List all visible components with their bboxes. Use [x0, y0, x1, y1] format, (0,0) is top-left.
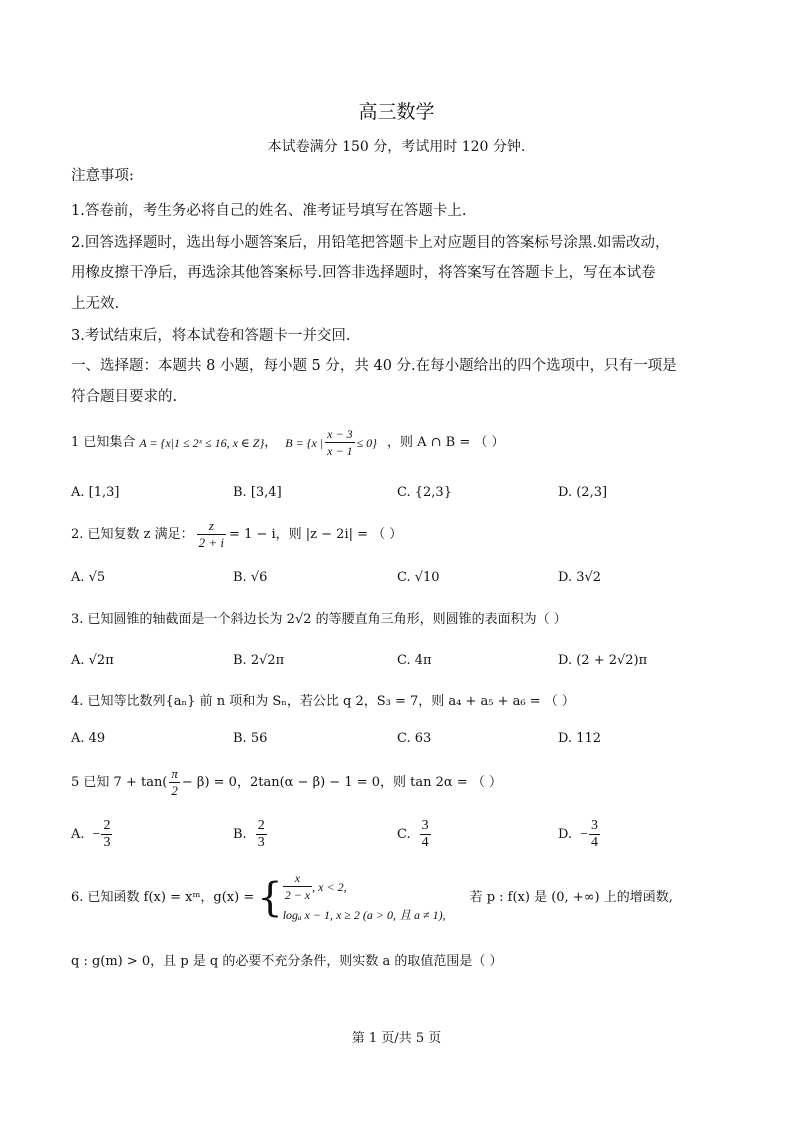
- page-footer: 第 1 页/共 5 页: [351, 1031, 442, 1046]
- question-1: [71, 426, 505, 459]
- q2-fraction-numerator: z: [197, 518, 226, 535]
- q5-fraction: [169, 766, 180, 799]
- q5-option-a-sign: −: [92, 826, 101, 842]
- q5-option-b-numerator: 2: [257, 818, 265, 833]
- q6-tail: 若 p : f(x) 是 (0, +∞) 上的增函数,: [469, 889, 673, 905]
- question-2: [71, 518, 402, 551]
- question-5: [71, 766, 502, 799]
- q2-fraction: [197, 518, 226, 551]
- question-3: 3. 已知圆锥的轴截面是一个斜边长为 2√2 的等腰直角三角形，则圆锥的表面积为（ ）: [71, 612, 567, 627]
- q6-case-2: logₐ x − 1, x ≥ 2 (a > 0, 且 a ≠ 1),: [282, 908, 446, 922]
- q5-prefix: 5 已知 7 + tan(: [71, 774, 168, 790]
- question-6-line-2: q : g(m) > 0，且 p 是 q 的必要不充分条件，则实数 a 的取值范围是（ ）: [71, 954, 503, 969]
- q5-option-b-fraction: [256, 818, 267, 851]
- q2-prefix: 2. 已知复数 z 满足：: [71, 526, 194, 542]
- q5-option-d-sign: −: [580, 826, 588, 842]
- note-1: 1.答卷前，考生务必将自己的姓名、准考证号填写在答题卡上.: [71, 203, 467, 219]
- q4-option-c: C. 63: [397, 731, 432, 746]
- q5-option-d-label: D.: [558, 826, 573, 842]
- q4-option-b: B. 56: [233, 731, 268, 746]
- q3-option-b: B. 2√2π: [233, 653, 285, 668]
- q5-fraction-numerator: π: [171, 766, 178, 781]
- q6-case-1-numerator: x: [283, 870, 312, 887]
- q5-option-b-denominator: 3: [257, 835, 265, 850]
- q1-option-d: D. (2,3]: [558, 485, 608, 500]
- q4-option-d: D. 112: [558, 731, 602, 746]
- q6-prefix: 6. 已知函数 f(x) = xᵐ，g(x) =: [71, 889, 255, 905]
- q5-option-a-label: A.: [71, 826, 85, 842]
- q1-comma: ，: [264, 434, 278, 450]
- q5-option-b: [233, 818, 267, 851]
- q1-fraction-numerator: x − 3: [327, 427, 353, 441]
- q1-option-a: A. [1,3]: [71, 485, 120, 500]
- q5-option-c-numerator: 3: [421, 818, 429, 833]
- q2-option-a: A. √5: [71, 570, 106, 585]
- q5-option-c-fraction: [420, 818, 431, 851]
- q1-option-c: C. {2,3}: [397, 485, 452, 500]
- q1-set-b-left: B = {x |: [285, 435, 324, 450]
- q6-case-1-denominator: 2 − x: [284, 888, 311, 902]
- q5-option-d-numerator: 3: [591, 818, 598, 833]
- q2-rhs: = 1 − i，则 |z − 2i| = （ ）: [229, 526, 403, 542]
- q5-option-c-denominator: 4: [421, 835, 429, 850]
- q3-option-c: C. 4π: [397, 653, 432, 668]
- note-2-line-1: 2.回答选择题时，选出每小题答案后，用铅笔把答题卡上对应题目的答案标号涂黑.如需改动，: [71, 235, 670, 251]
- q5-option-c: [397, 818, 431, 851]
- section-heading-line-1: 一、选择题：本题共 8 小题，每小题 5 分，共 40 分.在每小题给出的四个选项中，只有一项是: [71, 358, 677, 374]
- q6-piecewise-cases: [283, 870, 446, 925]
- q1-set-b-fraction: [325, 426, 354, 459]
- q3-option-d: D. (2 + 2√2)π: [558, 653, 648, 668]
- q6-case-1-condition: , x < 2,: [312, 879, 347, 894]
- q5-option-a-fraction: [101, 818, 112, 851]
- q1-fraction-denominator: x − 1: [327, 444, 353, 458]
- q5-option-d-denominator: 4: [591, 835, 598, 850]
- q1-set-b-right: ≤ 0}: [356, 435, 377, 450]
- q5-option-c-label: C.: [397, 826, 411, 842]
- q3-option-a: A. √2π: [71, 653, 114, 668]
- question-4: 4. 已知等比数列{aₙ} 前 n 项和为 Sₙ，若公比 q 2，S₃ = 7，则 a₄ + a₅ + a₆ = （ ）: [71, 694, 575, 709]
- q5-option-d: [558, 818, 600, 851]
- q6-case-1-fraction: [283, 870, 312, 903]
- q1-set-a: A = {x|1 ≤ 2ˣ ≤ 16, x ∈ Z}: [139, 435, 265, 450]
- q1-prefix: 1 已知集合: [71, 434, 136, 450]
- q2-option-b: B. √6: [233, 570, 268, 585]
- q1-tail: ，则 A ∩ B = （ ）: [386, 434, 505, 450]
- q5-fraction-denominator: 2: [171, 783, 178, 798]
- note-2-line-2: 用橡皮擦干净后，再选涂其他答案标号.回答非选择题时，将答案写在答题卡上，写在本试卷: [71, 265, 656, 281]
- q6-piecewise-brace: {: [257, 874, 283, 921]
- q2-option-d: D. 3√2: [558, 570, 602, 585]
- page-title: 高三数学: [358, 101, 435, 123]
- q5-option-a: [71, 818, 112, 851]
- section-heading-line-2: 符合题目要求的.: [71, 389, 178, 405]
- q5-option-b-label: B.: [233, 826, 247, 842]
- note-2-line-3: 上无效.: [71, 296, 120, 312]
- notes-heading: 注意事项:: [71, 168, 134, 184]
- q1-option-b: B. [3,4]: [233, 485, 282, 500]
- q2-option-c: C. √10: [397, 570, 440, 585]
- q2-fraction-denominator: 2 + i: [198, 535, 225, 550]
- q5-mid: − β) = 0，2tan(α − β) − 1 = 0，则 tan 2α = （ ）: [181, 774, 502, 790]
- q5-option-a-denominator: 3: [103, 835, 111, 850]
- exam-subtitle: 本试卷满分 150 分，考试用时 120 分钟.: [267, 139, 526, 155]
- note-3: 3.考试结束后，将本试卷和答题卡一并交回.: [71, 328, 351, 344]
- question-6: [71, 870, 673, 925]
- q5-option-a-numerator: 2: [103, 818, 111, 833]
- q6-case-1: [283, 870, 446, 903]
- q4-option-a: A. 49: [71, 731, 106, 746]
- q5-option-d-fraction: [589, 818, 600, 851]
